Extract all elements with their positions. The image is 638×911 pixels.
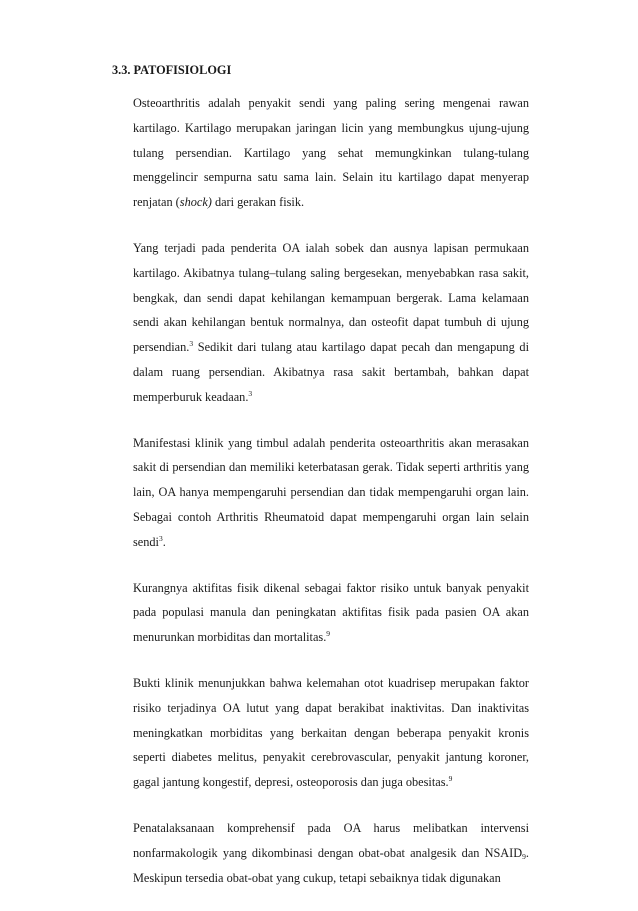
paragraph-management: Penatalaksanaan komprehensif pada OA harus melibatkan intervensi nonfarmakologik yang dikombinasi dengan obat-obat analgesik dan $NSAID_9$. Meskipun tersedia obat-obat yang cukup, tetapi sebaiknya tidak digunakan xyxy=(133,820,529,885)
section-heading: 3.3. PATOFISIOLOGI xyxy=(112,63,232,77)
citation-superscript: 9 xyxy=(326,629,331,639)
paragraph-activity: Kurangnya aktifitas fisik dikenal sebagai faktor risiko untuk banyak penyakit pada populasi manula dan peningkatan aktifitas fisik pada pasien OA akan menurunkan morbiditas dan mortalitas.$^9$ xyxy=(133,580,529,645)
paragraph-manifestation: Manifestasi klinik yang timbul adalah penderita osteoarthritis akan merasakan sakit di persendian dan memiliki keterbatasan gerak. Tidak seperti arthritis yang lain, OA hanya mempengaruhi persendian dan tidak mempengaruhi organ lain. Sebagai contoh Arthritis Rheumatoid dapat mempengaruhi organ lain selain sendi$^3$. xyxy=(133,435,529,549)
citation-superscript: 3 xyxy=(158,533,163,543)
body-text xyxy=(133,91,529,911)
citation-superscript: 3 xyxy=(248,388,253,398)
paragraph-definition: Osteoarthritis adalah penyakit sendi yang paling sering mengenai rawan kartilago. Kartilago merupakan jaringan licin yang membungkus ujung-ujung tulang persendian. Kartilago yang sehat memungkinkan tulang-tulang menggelincir sempurna satu sama lain. Selain itu kartilago dapat menyerap renjatan (shock) dari gerakan fisik. xyxy=(133,96,529,210)
citation-superscript: 3 xyxy=(189,339,194,349)
italic-term: shock) xyxy=(179,195,212,210)
paragraph-pathology: Yang terjadi pada penderita OA ialah sobek dan ausnya lapisan permukaan kartilago. Akibatnya tulang–tulang saling bergesekan, menyebabkan rasa sakit, bengkak, dan sendi dapat kehilangan kemampuan bergerak. Lama kelamaan sendi akan kehilangan bentuk normalnya, dan osteofit dapat tumbuh di ujung persendian.$^3$ Sedikit dari tulang atau kartilago dapat pecah dan mengapung di dalam ruang persendian. Akibatnya rasa sakit bertambah, bahkan dapat memperburuk keadaan.$^3$ xyxy=(133,240,529,404)
citation-subscript: 9 xyxy=(522,851,526,861)
citation-superscript: 9 xyxy=(448,774,453,784)
paragraph-evidence: Bukti klinik menunjukkan bahwa kelemahan otot kuadrisep merupakan faktor risiko terjadinya OA lutut yang dapat berakibat inaktivitas. Dan inaktivitas meningkatkan morbiditas yang berkaitan dengan beberapa penyakit kronis seperti diabetes melitus, penyakit cerebrovascular, penyakit jantung koroner, gagal jantung kongestif, depresi, osteoporosis dan juga obesitas.$^9$ xyxy=(133,675,529,790)
